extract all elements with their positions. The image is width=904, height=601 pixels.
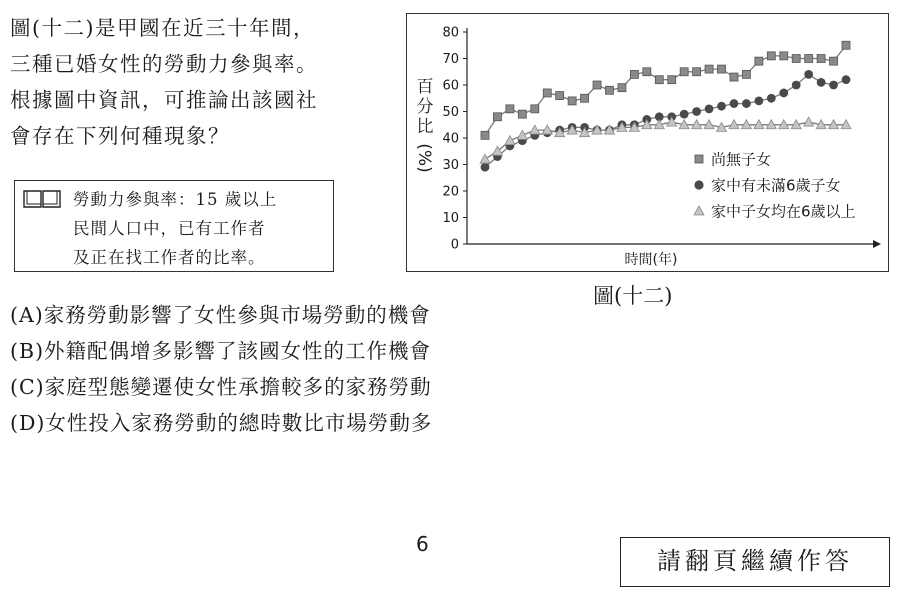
data-point-circle: [742, 99, 751, 108]
note-line: 勞動力參與率：15 歲以上: [73, 190, 278, 209]
turn-page-box: 請翻頁繼續作答: [620, 537, 890, 587]
choice-d[interactable]: (D)女性投入家務勞動的總時數比市場勞動多: [10, 411, 433, 435]
data-point-circle: [792, 81, 801, 90]
data-point-circle: [829, 81, 838, 90]
data-point-circle: [767, 94, 776, 103]
data-point-square: [718, 65, 726, 73]
data-point-triangle: [517, 130, 527, 139]
y-tick-label: 30: [442, 158, 459, 173]
data-point-square: [792, 55, 800, 63]
choice-c[interactable]: (C)家庭型態變遷使女性承擔較多的家務勞動: [10, 375, 432, 399]
data-point-square: [643, 68, 651, 76]
page-number: 6: [416, 532, 429, 556]
data-point-triangle: [804, 117, 814, 126]
data-point-triangle: [505, 136, 515, 145]
question-stem: [10, 10, 395, 154]
y-tick-label: 0: [450, 237, 459, 253]
data-point-circle: [705, 104, 714, 113]
data-point-square: [493, 113, 501, 121]
open-book-icon: [22, 188, 62, 210]
answer-choices: [10, 297, 432, 441]
data-point-square: [742, 70, 750, 78]
legend-marker-triangle: [694, 206, 704, 215]
choice-b[interactable]: (B)外籍配偶增多影響了該國女性的工作機會: [10, 339, 432, 363]
y-tick-label: 50: [442, 105, 459, 120]
data-point-square: [605, 86, 613, 94]
figure-caption: 圖(十二): [593, 284, 673, 308]
series-line: [485, 74, 846, 167]
data-point-square: [755, 57, 763, 65]
y-tick-label: 80: [442, 25, 459, 41]
y-axis-label-char: 比: [416, 117, 434, 137]
y-tick-label: 70: [442, 52, 459, 67]
data-point-square: [531, 105, 539, 113]
x-axis-arrow: [873, 240, 881, 248]
data-point-square: [705, 65, 713, 73]
data-point-square: [506, 105, 514, 113]
question-line: 圖(十二)是甲國在近三十年間，: [10, 16, 315, 40]
data-point-square: [680, 68, 688, 76]
data-point-circle: [842, 75, 851, 84]
legend-label: 尚無子女: [711, 150, 772, 169]
y-tick-label: 10: [442, 211, 459, 226]
data-point-square: [556, 92, 564, 100]
data-point-square: [668, 76, 676, 84]
data-point-square: [518, 110, 526, 118]
x-axis-label: 時間(年): [624, 252, 678, 268]
data-point-circle: [680, 110, 689, 119]
note-line: 及正在找工作者的比率。: [73, 248, 266, 267]
data-point-square: [693, 68, 701, 76]
data-point-square: [568, 97, 576, 105]
line-chart-figure: [406, 13, 889, 272]
data-point-circle: [817, 78, 826, 87]
data-point-square: [630, 70, 638, 78]
note-line: 民間人口中，已有工作者: [73, 219, 266, 238]
data-point-triangle: [480, 154, 490, 163]
legend-marker-circle: [694, 180, 703, 189]
data-point-square: [593, 81, 601, 89]
data-point-square: [830, 57, 838, 65]
data-point-square: [655, 76, 663, 84]
data-point-circle: [754, 97, 763, 106]
y-axis-label-char: 分: [416, 97, 434, 117]
data-point-square: [805, 55, 813, 63]
question-line: 三種已婚女性的勞動力參與率。: [10, 52, 318, 76]
data-point-square: [817, 55, 825, 63]
choice-a[interactable]: (A)家務勞動影響了女性參與市場勞動的機會: [10, 303, 431, 327]
legend-label: 家中子女均在6歲以上: [711, 202, 856, 221]
y-tick-label: 60: [442, 78, 459, 94]
data-point-square: [767, 52, 775, 60]
definition-note-box: [14, 180, 334, 272]
data-point-square: [780, 52, 788, 60]
data-point-circle: [779, 89, 788, 98]
chart-svg: [407, 14, 890, 273]
data-point-square: [618, 84, 626, 92]
legend-label: 家中有未滿6歲子女: [711, 176, 841, 195]
data-point-circle: [717, 102, 726, 111]
y-axis-label-unit: (%): [414, 143, 434, 173]
data-point-square: [730, 73, 738, 81]
data-point-square: [842, 41, 850, 49]
y-tick-label: 20: [442, 184, 459, 200]
y-tick-label: 40: [442, 131, 459, 147]
data-point-circle: [692, 107, 701, 116]
data-point-circle: [804, 70, 813, 79]
question-line: 根據圖中資訊，可推論出該國社: [10, 88, 318, 112]
data-point-square: [543, 89, 551, 97]
data-point-circle: [730, 99, 739, 108]
question-line: 會存在下列何種現象？: [10, 124, 230, 148]
data-point-circle: [481, 163, 490, 172]
data-point-square: [481, 131, 489, 139]
y-axis-label-char: 百: [416, 77, 434, 97]
legend-marker-square: [695, 155, 703, 163]
data-point-square: [581, 94, 589, 102]
